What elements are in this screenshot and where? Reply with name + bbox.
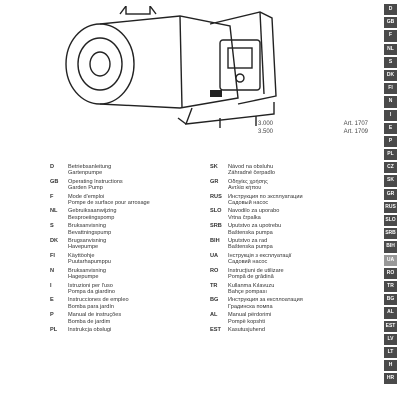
language-code: N	[50, 267, 55, 274]
language-tab[interactable]: NL	[384, 44, 397, 55]
manual-title: Bruksanvisning	[68, 223, 106, 230]
language-row	[50, 253, 370, 266]
language-tab[interactable]: E	[384, 123, 397, 134]
language-entry	[210, 164, 370, 177]
language-tab[interactable]: PL	[384, 149, 397, 160]
language-entry	[210, 208, 370, 221]
language-code: FI	[50, 252, 55, 259]
language-tab[interactable]: CZ	[384, 162, 397, 173]
language-tab[interactable]: LV	[384, 334, 397, 345]
manual-title: Gebruiksaanwijzing	[68, 208, 117, 215]
language-code: SRB	[210, 223, 222, 230]
product-name: Hagepumpe	[68, 274, 99, 281]
manual-title: Инструкция за експлоатация	[228, 297, 303, 304]
language-tab[interactable]: N	[384, 96, 397, 107]
product-name: Gartenpumpe	[68, 170, 103, 177]
product-name: Bomba de jardim	[68, 318, 111, 325]
manual-title: Mode d'emploi	[68, 193, 105, 200]
manual-title: Manual përdorimi	[228, 312, 272, 319]
product-name: Садовий насос	[228, 259, 268, 266]
product-name: Bevattningspump	[68, 229, 112, 236]
model-row	[258, 128, 368, 136]
language-tab[interactable]: I	[384, 110, 397, 121]
language-entry	[50, 223, 210, 236]
product-name: Besproeiingspomp	[68, 214, 115, 221]
language-code: PL	[50, 326, 58, 333]
pump-illustration	[60, 6, 290, 134]
language-entry	[50, 268, 210, 281]
language-row	[50, 283, 370, 296]
language-code: E	[50, 297, 54, 304]
language-code: GR	[210, 178, 219, 185]
language-entry	[50, 164, 210, 177]
language-entry	[50, 238, 210, 251]
language-code: SK	[210, 164, 218, 170]
language-tab[interactable]: H	[384, 360, 397, 371]
language-entry	[210, 312, 370, 325]
language-code: I	[50, 282, 52, 289]
language-tab[interactable]: BG	[384, 294, 397, 305]
product-name: Baštenska pumpa	[228, 244, 273, 251]
language-tab[interactable]: SLO	[384, 215, 397, 226]
product-name: Puutarhapumppu	[68, 259, 111, 266]
manual-title: Інструкція з експлуатації	[228, 252, 292, 259]
language-entry	[210, 283, 370, 296]
language-tab[interactable]: TR	[384, 281, 397, 292]
manual-title: Bruksanvisning	[68, 267, 106, 274]
language-code: SLO	[210, 208, 222, 215]
language-tab[interactable]: LT	[384, 347, 397, 358]
language-tab[interactable]: P	[384, 136, 397, 147]
language-code: D	[50, 164, 55, 170]
language-row	[50, 238, 370, 251]
language-entry	[210, 253, 370, 266]
language-entry	[210, 268, 370, 281]
language-row	[50, 297, 370, 310]
product-name: Baštenska pumpa	[228, 229, 273, 236]
product-name: Pompa da giardino	[68, 288, 115, 295]
language-code: BIH	[210, 238, 220, 245]
language-tab-strip	[384, 4, 398, 396]
language-code: RUS	[210, 193, 222, 200]
product-name: Pompe de surface pour arrosage	[68, 200, 150, 207]
language-code: NL	[50, 208, 58, 215]
language-tab[interactable]: RUS	[384, 202, 397, 213]
language-tab[interactable]: HR	[384, 373, 397, 384]
manual-title: Navodilo za uporabo	[228, 208, 280, 215]
manual-title: Οδηγίες χρήσης	[228, 178, 268, 185]
language-entry	[210, 179, 370, 192]
language-code: S	[50, 223, 54, 230]
product-name: Αντλία κήπου	[228, 185, 262, 192]
model-row	[258, 120, 368, 128]
language-entry	[50, 253, 210, 266]
manual-title: Uputstvo za upotrebu	[228, 223, 282, 230]
model-name: 3.000	[258, 121, 274, 127]
product-name: Градинска помпа	[228, 303, 273, 310]
product-name: Садовый насос	[228, 200, 269, 207]
model-art: Art. 1709	[343, 129, 368, 135]
language-list	[50, 164, 370, 335]
language-tab[interactable]: RO	[384, 268, 397, 279]
model-list	[258, 120, 368, 136]
language-tab[interactable]: EST	[384, 321, 397, 332]
product-name: Vrtna črpalka	[228, 214, 261, 221]
product-name: Pompă de grădină	[228, 274, 274, 281]
manual-title: Betriebsanleitung	[68, 164, 112, 170]
language-tab[interactable]: AL	[384, 307, 397, 318]
language-tab[interactable]: D	[384, 4, 397, 15]
language-tab[interactable]: S	[384, 57, 397, 68]
language-tab[interactable]: SRB	[384, 228, 397, 239]
garden-pump-drawing	[60, 6, 290, 134]
language-entry	[210, 223, 370, 236]
language-code: RO	[210, 267, 219, 274]
language-row	[50, 312, 370, 325]
language-tab[interactable]: BIH	[384, 241, 397, 252]
product-name: Bahçe pompası	[228, 288, 267, 295]
language-entry	[50, 312, 210, 325]
language-code: AL	[210, 312, 218, 319]
language-code: UA	[210, 252, 219, 259]
language-tab[interactable]: FI	[384, 83, 397, 94]
language-code: DK	[50, 238, 59, 245]
model-art: Art. 1707	[343, 121, 368, 127]
language-row	[50, 164, 370, 177]
manual-title: Istruzioni per l'uso	[68, 282, 113, 289]
manual-title: Kullanma Kılavuzu	[228, 282, 275, 289]
language-row	[50, 268, 370, 281]
language-row	[50, 327, 370, 333]
language-entry	[210, 297, 370, 310]
language-entry	[50, 283, 210, 296]
language-entry	[210, 194, 370, 207]
language-tab[interactable]: SK	[384, 175, 397, 186]
manual-title: Instrukcja obsługi	[68, 326, 112, 333]
language-entry	[50, 208, 210, 221]
language-entry	[50, 194, 210, 207]
language-code: GB	[50, 178, 59, 185]
product-name: Bomba para jardín	[68, 303, 115, 310]
language-code: TR	[210, 282, 218, 289]
language-entry	[50, 297, 210, 310]
model-name: 3.500	[258, 129, 274, 135]
manual-title: Инструкция по эксплуатации	[228, 193, 303, 200]
manual-title: Käyttöohje	[68, 252, 95, 259]
product-name: Garden Pump	[68, 185, 103, 192]
language-entry	[210, 327, 370, 333]
language-tab[interactable]: DK	[384, 70, 397, 81]
manual-title: Instrucciones de empleo	[68, 297, 129, 304]
language-tab[interactable]: GB	[384, 17, 397, 28]
manual-title: Návod na obsluhu	[228, 164, 274, 170]
language-tab[interactable]: GR	[384, 189, 397, 200]
manual-title: Brugsanvisning	[68, 238, 107, 245]
language-entry	[210, 238, 370, 251]
manual-title: Operating Instructions	[68, 178, 123, 185]
language-tab[interactable]: UA	[384, 255, 397, 266]
language-code: EST	[210, 326, 221, 333]
language-entry	[50, 179, 210, 192]
manual-title: Kasutusjuhend	[228, 326, 266, 333]
language-row	[50, 223, 370, 236]
manual-title: Uputstvo za rad	[228, 238, 268, 245]
language-row	[50, 179, 370, 192]
language-code: BG	[210, 297, 219, 304]
manual-title: Instrucţiuni de utilizare	[228, 267, 284, 274]
product-name: Pompë kopshti	[228, 318, 266, 325]
language-tab[interactable]: F	[384, 30, 397, 41]
manual-title: Manual de instruções	[68, 312, 122, 319]
language-entry	[50, 327, 210, 333]
product-name: Havepumpe	[68, 244, 99, 251]
language-code: F	[50, 193, 54, 200]
language-code: P	[50, 312, 54, 319]
product-name: Záhradné čerpadlo	[228, 170, 275, 177]
language-row	[50, 194, 370, 207]
language-row	[50, 208, 370, 221]
